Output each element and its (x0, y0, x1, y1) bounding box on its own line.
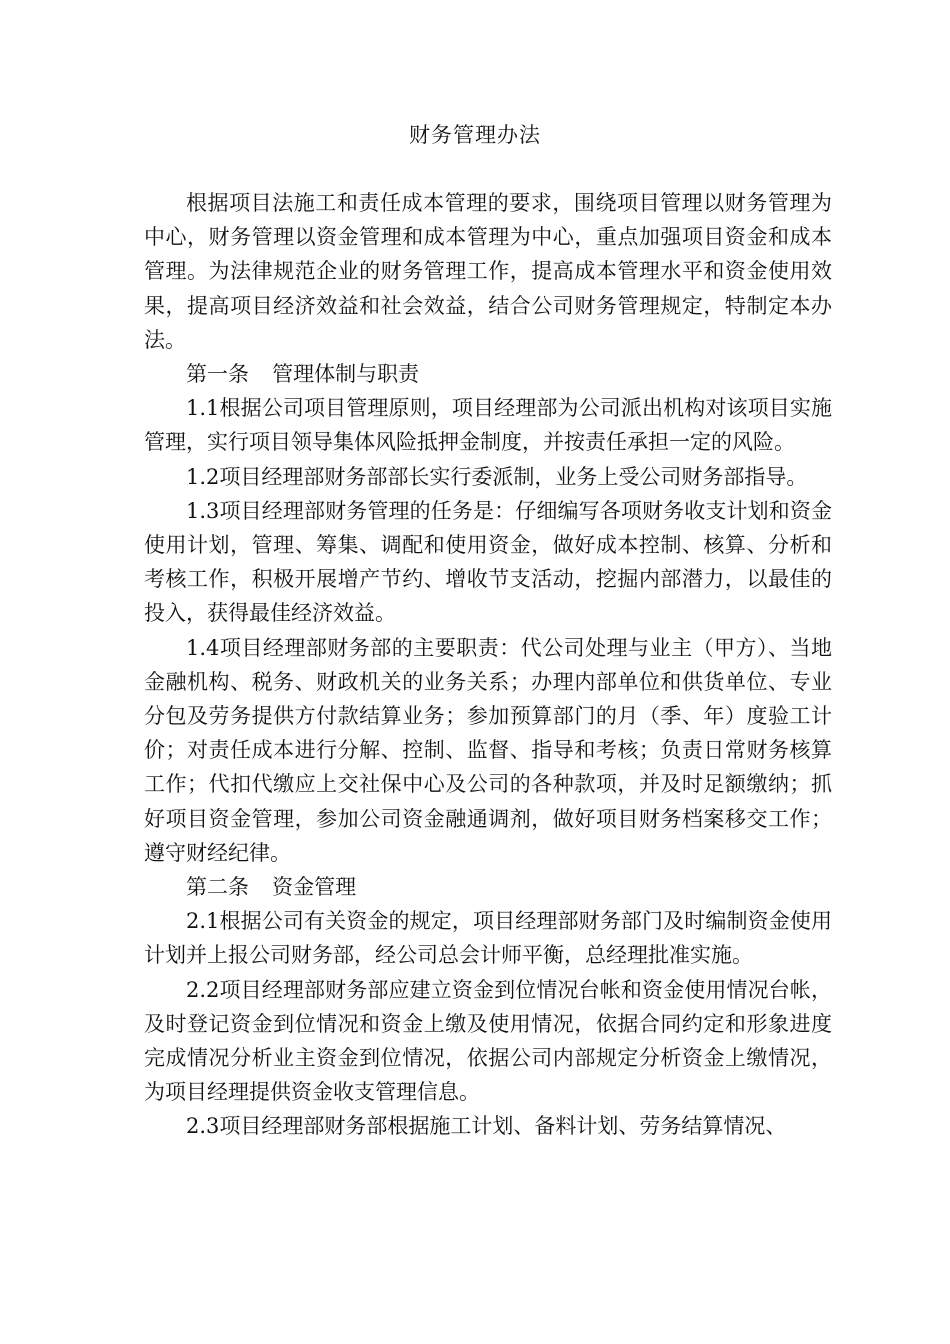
clause-1-2: 1.2项目经理部财务部部长实行委派制，业务上受公司财务部指导。 (186, 464, 808, 489)
document-body (144, 186, 832, 1144)
clause-2-1: 2.1根据公司有关资金的规定，项目经理部财务部门及时编制资金使用计划并上报公司财务部，经公司总会计师平衡，总经理批准实施。 (144, 909, 832, 968)
article-1-title: 管理体制与职责 (272, 362, 420, 387)
article-2-title: 资金管理 (272, 875, 357, 900)
document-title: 财务管理办法 (409, 123, 541, 147)
article-2-heading (144, 870, 832, 904)
clause-1-3: 1.3项目经理部财务管理的任务是：仔细编写各项财务收支计划和资金使用计划，管理、筹集、调配和使用资金，做好成本控制、核算、分析和考核工作，积极开展增产节约、增收节支活动，挖掘内部潜力，以最佳的投入，获得最佳经济效益。 (144, 498, 832, 626)
clause-1-1: 1.1根据公司项目管理原则，项目经理部为公司派出机构对该项目实施管理，实行项目领导集体风险抵押金制度，并按责任承担一定的风险。 (144, 396, 832, 455)
clause-2-3: 2.3项目经理部财务部根据施工计划、备料计划、劳务结算情况、 (186, 1114, 787, 1139)
article-2-number: 第二条 (186, 875, 249, 900)
clause-2-2: 2.2项目经理部财务部应建立资金到位情况台帐和资金使用情况台帐，及时登记资金到位情况和资金上缴及使用情况，依据合同约定和形象进度完成情况分析业主资金到位情况，依据公司内部规定分析资金上缴情况，为项目经理提供资金收支管理信息。 (144, 977, 832, 1105)
article-1-number: 第一条 (186, 362, 249, 387)
article-1-heading (144, 357, 832, 391)
intro-paragraph: 根据项目法施工和责任成本管理的要求，围绕项目管理以财务管理为中心，财务管理以资金管理和成本管理为中心，重点加强项目资金和成本管理。为法律规范企业的财务管理工作，提高成本管理水平和资金使用效果，提高项目经济效益和社会效益，结合公司财务管理规定，特制定本办法。 (144, 191, 832, 352)
clause-1-4: 1.4项目经理部财务部的主要职责：代公司处理与业主（甲方）、当地金融机构、税务、财政机关的业务关系；办理内部单位和供货单位、专业分包及劳务提供方付款结算业务；参加预算部门的月（季、年）度验工计价；对责任成本进行分解、控制、监督、指导和考核；负责日常财务核算工作；代扣代缴应上交社保中心及公司的各种款项，并及时足额缴纳；抓好项目资金管理，参加公司资金融通调剂，做好项目财务档案移交工作；遵守财经纪律。 (144, 635, 832, 865)
